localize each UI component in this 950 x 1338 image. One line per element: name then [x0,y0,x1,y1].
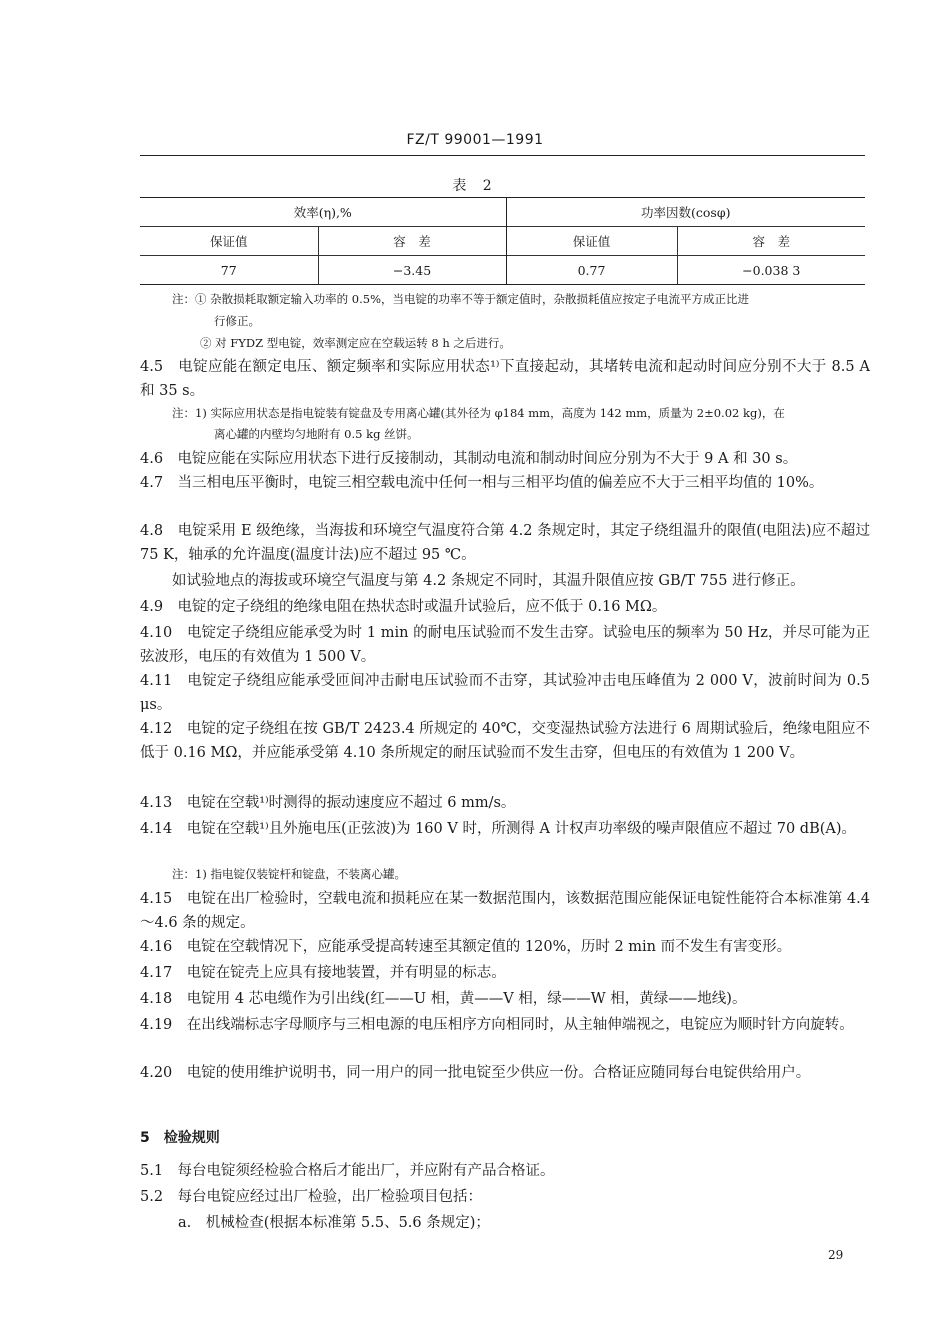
efficiency-guarantee-header: 保证值 [140,227,318,256]
table-subheader-row [140,227,865,256]
efficiency-tolerance-value: −3.45 [318,256,506,285]
power-factor-guarantee-value: 0.77 [506,256,677,285]
table-title: 表 2 [452,178,498,194]
efficiency-header: 效率(η),% [140,198,506,227]
standard-header: FZ/T 99001—1991 [406,132,544,148]
clause-4-14-note: 注：1) 指电锭仅装锭杆和锭盘，不装离心罐。 [172,867,406,881]
power-factor-tolerance-value: −0.038 3 [677,256,865,285]
clause-4-20: 4.20 电锭的使用维护说明书，同一用户的同一批电锭至少供应一份。合格证应随同每台电锭供给用户。 [140,1065,811,1081]
clause-4-11: 4.11 电锭定子绕组应能承受匝间冲击耐电压试验而不击穿，其试验冲击电压峰值为 2 000 V，波前时间为 0.5 μs。 [140,673,870,713]
table-header-row [140,198,865,227]
table-note-1: 注：① 杂散损耗取额定输入功率的 0.5%，当电锭的功率不等于额定值时，杂散损耗值应按定子电流平方成正比进 [172,292,750,306]
section-5-title: 5 检验规则 [140,1130,220,1146]
clause-4-14: 4.14 电锭在空载¹⁾且外施电压(正弦波)为 160 V 时，所测得 A 计权声功率级的噪声限值应不超过 70 dB(A)。 [140,821,857,837]
page-number: 29 [828,1248,844,1262]
header-rule [140,155,865,156]
clause-4-5-note: 注：1) 实际应用状态是指电锭装有锭盘及专用离心罐(其外径为 φ184 mm，高度为 142 mm，质量为 2±0.02 kg)，在 [172,406,785,420]
clause-4-15: 4.15 电锭在出厂检验时，空载电流和损耗应在某一数据范围内，该数据范围应能保证电锭性能符合本标准第 4.4～4.6 条的规定。 [140,891,870,931]
efficiency-tolerance-header: 容 差 [318,227,506,256]
table-note-2: ② 对 FYDZ 型电锭，效率测定应在空载运转 8 h 之后进行。 [200,336,511,350]
power-factor-header: 功率因数(cosφ) [506,198,865,227]
clause-4-8: 4.8 电锭采用 E 级绝缘，当海拔和环境空气温度符合第 4.2 条规定时，其定子绕组温升的限值(电阻法)应不超过 75 K，轴承的允许温度(温度计法)应不超过 95 ℃。 [140,523,870,563]
clause-4-8-paragraph: 如试验地点的海拔或环境空气温度与第 4.2 条规定不同时，其温升限值应按 GB/T 755 进行修正。 [172,573,805,589]
power-factor-guarantee-header: 保证值 [506,227,677,256]
clause-4-17: 4.17 电锭在锭壳上应具有接地装置，并有明显的标志。 [140,965,506,981]
clause-4-5: 4.5 电锭应能在额定电压、额定频率和实际应用状态¹⁾下直接起动，其堵转电流和起动时间应分别不大于 8.5 A 和 35 s。 [140,359,870,399]
clause-4-12: 4.12 电锭的定子绕组在按 GB/T 2423.4 所规定的 40℃，交变湿热试验方法进行 6 周期试验后，绝缘电阻应不低于 0.16 MΩ，并应能承受第 4.10 条所规定的耐压试验而不发生击穿，但电压的有效值为 1 200 V。 [140,721,870,761]
clause-4-9: 4.9 电锭的定子绕组的绝缘电阻在热状态时或温升试验后，应不低于 0.16 MΩ。 [140,599,667,615]
clause-5-2: 5.2 每台电锭应经过出厂检验，出厂检验项目包括： [140,1189,483,1205]
table-2 [140,197,865,285]
clause-4-6: 4.6 电锭应能在实际应用状态下进行反接制动，其制动电流和制动时间应分别为不大于 9 A 和 30 s。 [140,451,798,467]
clause-4-5-note-cont: 离心罐的内壁均匀地附有 0.5 kg 丝饼。 [214,427,419,441]
clause-4-7: 4.7 当三相电压平衡时，电锭三相空载电流中任何一相与三相平均值的偏差应不大于三相平均值的 10%。 [140,475,824,491]
clause-5-2-item-a: a. 机械检查(根据本标准第 5.5、5.6 条规定)； [178,1215,490,1231]
clause-4-19: 4.19 在出线端标志字母顺序与三相电源的电压相序方向相同时，从主轴伸端视之，电锭应为顺时针方向旋转。 [140,1017,854,1033]
clause-4-18: 4.18 电锭用 4 芯电缆作为引出线(红——U 相，黄——V 相，绿——W 相，黄绿——地线)。 [140,991,747,1007]
clause-4-13: 4.13 电锭在空载¹⁾时测得的振动速度应不超过 6 mm/s。 [140,795,516,811]
clause-4-10: 4.10 电锭定子绕组应能承受为时 1 min 的耐电压试验而不发生击穿。试验电压的频率为 50 Hz，并尽可能为正弦波形，电压的有效值为 1 500 V。 [140,625,870,665]
table-row [140,256,865,285]
table-note-1-cont: 行修正。 [214,314,260,328]
clause-5-1: 5.1 每台电锭须经检验合格后才能出厂，并应附有产品合格证。 [140,1163,555,1179]
clause-4-16: 4.16 电锭在空载情况下，应能承受提高转速至其额定值的 120%，历时 2 min 而不发生有害变形。 [140,939,792,955]
power-factor-tolerance-header: 容 差 [677,227,865,256]
efficiency-guarantee-value: 77 [140,256,318,285]
